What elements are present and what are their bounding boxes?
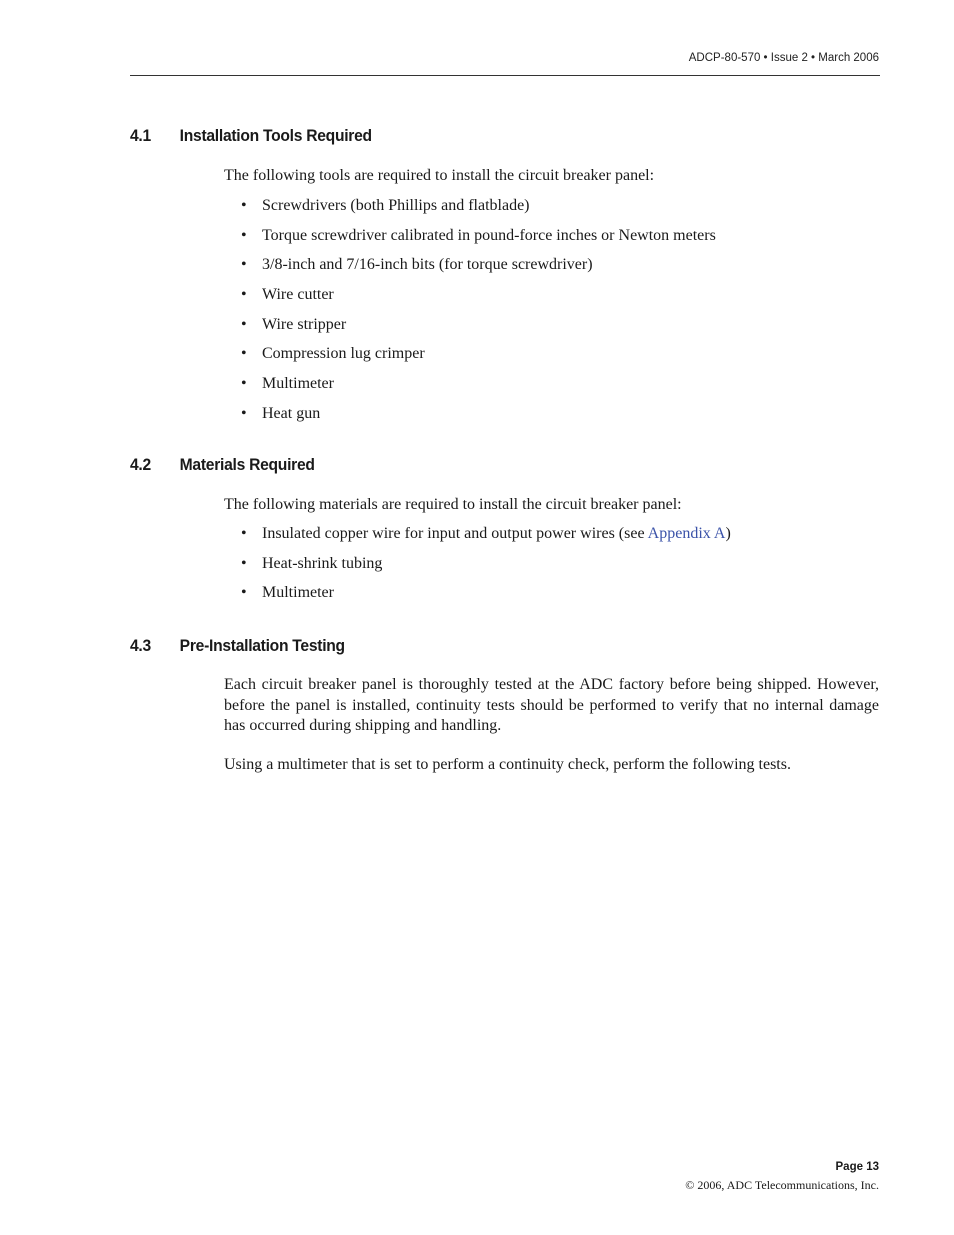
section-number: 4.1	[130, 126, 151, 145]
bullet-icon: •	[241, 286, 247, 304]
list-item: • Multimeter	[241, 375, 334, 393]
list-item: • Multimeter	[241, 584, 334, 602]
testing-paragraph-1: Each circuit breaker panel is thoroughly tested at the ADC factory before being shipped. However, before the panel is installed, continuity tests should be performed to verify that no internal damage has occurred during shipping and handling.	[224, 676, 879, 734]
page-number: Page 13	[835, 1161, 879, 1173]
bullet-icon: •	[241, 525, 247, 542]
list-item: • Screwdrivers (both Phillips and flatblade)	[241, 197, 530, 214]
list-item: • Wire cutter	[241, 286, 334, 304]
list-item: • Torque screwdriver calibrated in pound-force inches or Newton meters	[241, 226, 716, 244]
bullet-icon: •	[241, 584, 247, 602]
bullet-icon: •	[241, 404, 247, 422]
list-item: • Wire stripper	[241, 315, 347, 333]
tools-intro: The following tools are required to install the circuit breaker panel:	[224, 167, 655, 184]
copyright: © 2006, ADC Telecommunications, Inc.	[685, 1178, 879, 1192]
list-item: • Compression lug crimper	[241, 345, 425, 363]
section-heading-4-2	[130, 455, 315, 475]
appendix-a-link[interactable]: Appendix A	[647, 525, 726, 542]
bullet-icon: •	[241, 345, 247, 363]
bullet-icon: •	[241, 554, 247, 572]
list-item: • 3/8-inch and 7/16-inch bits (for torque screwdriver)	[241, 256, 593, 274]
bullet-icon: •	[241, 315, 247, 333]
bullet-icon: •	[241, 197, 247, 214]
section-number: 4.2	[130, 455, 151, 474]
materials-intro: The following materials are required to install the circuit breaker panel:	[224, 496, 682, 513]
materials-list	[224, 524, 731, 613]
section-title: Materials Required	[179, 455, 315, 474]
bullet-icon: •	[241, 375, 247, 393]
list-item: • Insulated copper wire for input and output power wires (see Appendix A)	[241, 525, 731, 542]
section-title: Pre-Installation Testing	[179, 636, 345, 655]
list-item: • Heat-shrink tubing	[241, 554, 383, 572]
section-number: 4.3	[130, 636, 151, 655]
testing-paragraph-2: Using a multimeter that is set to perform a continuity check, perform the following tests.	[224, 756, 791, 773]
list-item: • Heat gun	[241, 404, 321, 422]
tools-list	[224, 196, 716, 434]
section-heading-4-3	[130, 636, 345, 656]
bullet-icon: •	[241, 256, 247, 274]
section-heading-4-1	[130, 126, 372, 146]
running-header: ADCP-80-570 • Issue 2 • March 2006	[688, 52, 879, 64]
section-title: Installation Tools Required	[179, 126, 372, 145]
bullet-icon: •	[241, 226, 247, 244]
header-divider	[130, 75, 880, 76]
